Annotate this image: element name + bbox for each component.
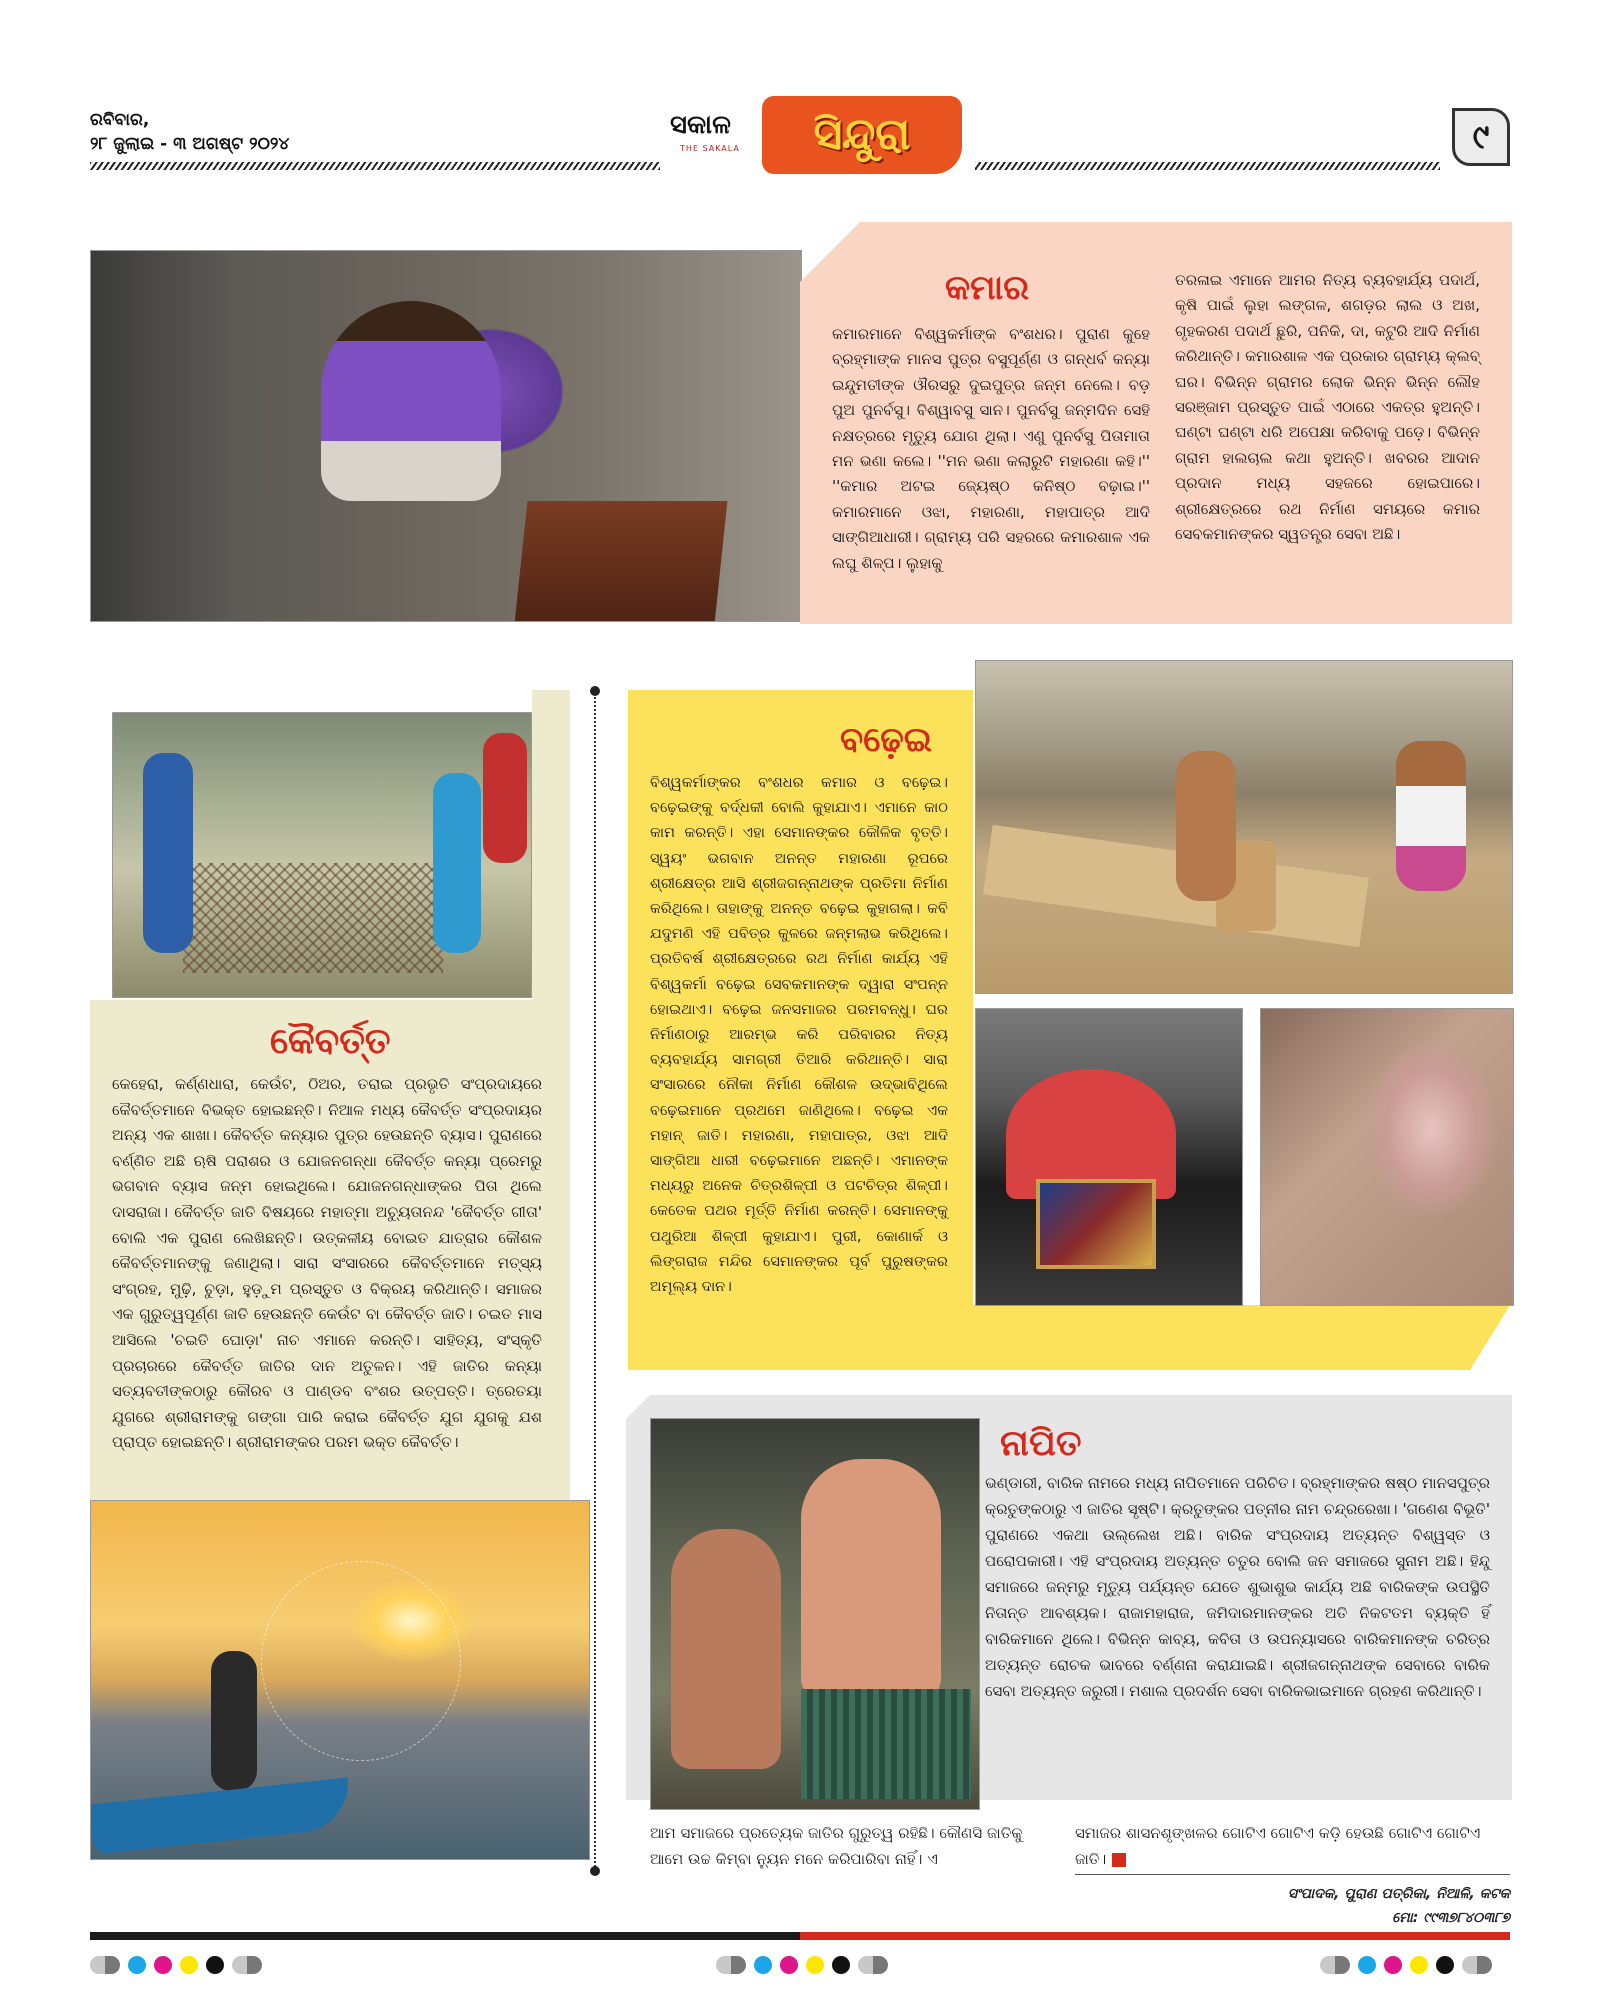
fisherman-silhouette — [211, 1651, 257, 1791]
registration-half-dot — [1320, 1956, 1350, 1974]
pattachitra-painter-photo — [975, 1008, 1243, 1306]
brand-sakala-logo: ସକାଳ — [670, 110, 731, 140]
fisherman-figure — [433, 773, 481, 953]
magenta-dot — [780, 1956, 798, 1974]
registration-marks-right — [1320, 1956, 1492, 1974]
barber-photo — [650, 1418, 980, 1810]
pattachitra-painting — [1036, 1179, 1156, 1269]
issue-date-range: ୨୮ ଜୁଲାଇ - ୩ ଅଗଷ୍ଟ ୨୦୨୪ — [90, 134, 290, 154]
bottom-rule — [90, 1932, 1510, 1940]
byline-role: ସଂପାଦକ, ପୁରାଣ ପତ୍ରିକା, ନିଆଳି, କଟକ — [1287, 1886, 1510, 1902]
conclusion-col2: ସମାଜର ଶାସନଶୃଙ୍ଖଳର ଗୋଟିଏ ଗୋଟିଏ କଡ଼ି ହେଉଛି ଗୋଟିଏ ଗୋଟିଏ ଜାତି। — [1075, 1824, 1481, 1868]
registration-half-dot — [232, 1956, 262, 1974]
column-divider — [594, 690, 596, 1870]
issue-day: ରବିବାର, — [90, 110, 150, 130]
fishing-net-photo — [112, 712, 532, 998]
yellow-dot — [1410, 1956, 1428, 1974]
byline — [1075, 1882, 1510, 1930]
stone-carving-photo — [1260, 1008, 1514, 1306]
kamar-body-col2: ତରଳାଇ ଏମାନେ ଆମର ନିତ୍ୟ ବ୍ୟବହାର୍ଯ୍ୟ ପଦାର୍ଥ, କୃଷି ପାଇଁ ଲୁହା ଲଙ୍ଗଳ, ଶଗଡ଼ର ଲାଲ ଓ ଅଖ, ଗୃହକରଣ ପଦାର୍ଥ ଛୁରି, ପନିକି, ଦା, କଟୁରି ଆଦି ନିର୍ମାଣ କରିଥାନ୍ତି। କମାରଶାଳ ଏକ ପ୍ରକାର ଗ୍ରାମ୍ୟ କ୍ଲବ୍ ଘର। ବିଭିନ୍ନ ଗ୍ରାମର ଲୋକ ଭିନ୍ନ ଭିନ୍ନ ଲୌହ ସରଞ୍ଜାମ ପ୍ରସ୍ତୁତ ପାଇଁ ଏଠାରେ ଏକତ୍ର ହୁଅନ୍ତି। ଘଣ୍ଟା ଘଣ୍ଟା ଧରି ଅପେକ୍ଷା କରିବାକୁ ପଡ଼େ। ବିଭିନ୍ନ ଗ୍ରାମ ହାଲଚାଲ କଥା ହୁଅନ୍ତି। ଖବରର ଆଦାନ ପ୍ରଦାନ ମଧ୍ୟ ସହଜରେ ହୋଇପାରେ। ଶ୍ରୀକ୍ଷେତ୍ରରେ ରଥ ନିର୍ମାଣ ସମୟରେ କମାର ସେବକମାନଙ୍କର ସ୍ୱତନ୍ତ୍ର ସେବା ଅଛି। — [1175, 271, 1480, 544]
registration-half-dot — [1462, 1956, 1492, 1974]
badhei-title: ବଢ଼େଇ — [840, 720, 933, 760]
yellow-dot — [806, 1956, 824, 1974]
carpenters-photo — [975, 660, 1513, 994]
kamar-body-col1: କମାରମାନେ ବିଶ୍ୱକର୍ମାଙ୍କ ବଂଶଧର। ପୁରାଣ କୁହେ ବ୍ରହ୍ମାଙ୍କ ମାନସ ପୁତ୍ର ବସୁପୂର୍ଣ୍ଣ ଓ ଗନ୍ଧର୍ବ କନ୍ୟା ଇନ୍ଦୁମତୀଙ୍କ ଔରସରୁ ଦୁଇପୁତ୍ର ଜନ୍ମ ନେଲେ। ବଡ଼ ପୁଅ ପୁନର୍ବସୁ। ବିଶ୍ୱାବସୁ ସାନ। ପୁନର୍ବସୁ ଜନ୍ମଦିନ ସେହି ନକ୍ଷତ୍ରରେ ମୃତ୍ୟୁ ଯୋଗ ଥିଲା। ଏଣୁ ପୁନର୍ବସୁ ପିତାମାତା ମନ ଭଣା କଲେ। ''ମନ ଭଣା କଲାରୁଟି ମହାରଣା କହି।'' ''କମାର ଅଟଇ ଜ୍ୟେଷ୍ଠ କନିଷ୍ଠ ବଢ଼ାଇ।'' କମାରମାନେ ଓଝା, ମହାରଣା, ମହାପାତ୍ର ଆଦି ସାଙ୍ଗିଆଧାରୀ। ଗ୍ରାମ୍ୟ ପରି ସହରରେ କମାରଶାଳ ଏକ ଲଘୁ ଶିଳ୍ପ। ଲୁହାକୁ — [832, 325, 1150, 572]
header-rule-right — [975, 162, 1440, 170]
kaibarta-panel-edge — [532, 690, 570, 1002]
magenta-dot — [1384, 1956, 1402, 1974]
registration-marks-center — [716, 1956, 888, 1974]
boat — [90, 1778, 353, 1855]
black-dot — [206, 1956, 224, 1974]
black-dot — [832, 1956, 850, 1974]
registration-half-dot — [858, 1956, 888, 1974]
cyan-dot — [754, 1956, 772, 1974]
registration-half-dot — [90, 1956, 120, 1974]
supplement-logo: ସିନ୍ଦୁରା — [762, 96, 962, 174]
brand-sakala-tagline: THE SAKALA — [680, 144, 740, 153]
sunset-fisherman-photo — [90, 1500, 590, 1860]
magenta-dot — [154, 1956, 172, 1974]
conclusion-col1: ଆମ ସମାଜରେ ପ୍ରତ୍ୟେକ ଜାତିର ଗୁରୁତ୍ୱ ରହିଛି। କୌଣସି ଜାତିକୁ ଆମେ ଉଚ୍ଚ କିମ୍ବା ନ୍ୟୁନ ମନେ କରିପାରିବା ନାହିଁ। ଏ — [650, 1824, 1023, 1868]
registration-marks-left — [90, 1956, 262, 1974]
masthead — [670, 96, 970, 178]
cyan-dot — [128, 1956, 146, 1974]
conclusion-col2-wrap — [1075, 1820, 1505, 1872]
issue-date — [90, 108, 289, 156]
badhei-body: ବିଶ୍ୱକର୍ମାଙ୍କର ବଂଶଧର କମାର ଓ ବଢ଼େଇ। ବଢ଼େଇଙ୍କୁ ବର୍ଦ୍ଧକୀ ବୋଲି କୁହାଯାଏ। ଏମାନେ କାଠ କାମ କରନ୍ତି। ଏହା ସେମାନଙ୍କର କୌଳିକ ବୃତ୍ତି। ସ୍ୱୟଂ ଭଗବାନ ଅନନ୍ତ ମହାରଣା ରୂପରେ ଶ୍ରୀକ୍ଷେତ୍ର ଆସି ଶ୍ରୀଜଗନ୍ନାଥଙ୍କ ପ୍ରତିମା ନିର୍ମାଣ କରିଥିଲେ। ତାହାଙ୍କୁ ଅନନ୍ତ ବଢ଼େଇ କୁହାଗଲା। କବି ଯଦୁମଣି ଏହି ପବିତ୍ର କୁଳରେ ଜନ୍ମଲାଭ କରିଥିଲେ। ପ୍ରତିବର୍ଷ ଶ୍ରୀକ୍ଷେତ୍ରରେ ରଥ ନିର୍ମାଣ କାର୍ଯ୍ୟ ଏହି ବିଶ୍ୱକର୍ମା ବଢ଼େଇ ସେବକମାନଙ୍କ ଦ୍ୱାରା ସଂପନ୍ନ ହୋଇଥାଏ। ବଢ଼େଇ ଜନସମାଜର ପରମବନ୍ଧୁ। ଘର ନିର୍ମାଣଠାରୁ ଆରମ୍ଭ କରି ପରିବାରର ନିତ୍ୟ ବ୍ୟବହାର୍ଯ୍ୟ ସାମଗ୍ରୀ ତିଆରି କରିଥାନ୍ତି। ସାରା ସଂସାରରେ ନୌକା ନିର୍ମାଣ କୌଶଳ ଉଦ୍ଭାବିଥିଲେ ବଢ଼େଇମାନେ ପ୍ରଥମେ ଜାଣିଥିଲେ। ବଢ଼େଇ ଏକ ମହାନ୍ ଜାତି। ମହାରଣା, ମହାପାତ୍ର, ଓଝା ଆଦି ସାଙ୍ଗିଆ ଧାରୀ ବଢ଼େଇମାନେ ଅଛନ୍ତି। ଏମାନଙ୍କ ମଧ୍ୟରୁ ଅନେକ ଚିତ୍ରଶିଳ୍ପୀ ଓ ପଟଚିତ୍ର ଶିଳ୍ପୀ। କେତେକ ପଥର ମୂର୍ତ୍ତି ନିର୍ମାଣ କରନ୍ତି। ସେମାନଙ୍କୁ ପଥୁରିଆ ଶିଳ୍ପୀ କୁହାଯାଏ। ପୁରୀ, କୋଣାର୍କ ଓ ଲିଙ୍ଗରାଜ ମନ୍ଦିର ସେମାନଙ୍କର ପୂର୍ବ ପୁରୁଷଙ୍କର ଅମୂଲ୍ୟ ଦାନ। — [650, 774, 948, 1296]
end-mark-icon — [1112, 1853, 1126, 1867]
carpenter-figure — [1396, 741, 1466, 891]
kaibarta-title: କୈବର୍ତ୍ତ — [270, 1020, 391, 1062]
byline-phone: ମୋ: ୯୯୩୭୮୪୦୩୮୭ — [1392, 1910, 1510, 1926]
fisherman-figure — [483, 733, 527, 863]
cyan-dot — [1358, 1956, 1376, 1974]
blacksmith-photo — [90, 250, 802, 622]
kaibarta-body: କେହେରା, କର୍ଣ୍ଣଧାରା, କେଉଁଟ, ଠିଅର, ତରାଇ ପ୍ରଭୃତି ସଂପ୍ରଦାୟରେ କୈବର୍ତ୍ତମାନେ ବିଭକ୍ତ ହୋଇଛନ୍ତି। ନିଆଳ ମଧ୍ୟ କୈବର୍ତ୍ତ ସଂପ୍ରଦାୟର ଅନ୍ୟ ଏକ ଶାଖା। କୈବର୍ତ୍ତ କନ୍ୟାର ପୁତ୍ର ହେଉଛନ୍ତି ବ୍ୟାସ। ପୁରାଣରେ ବର୍ଣ୍ଣିତ ଅଛି ଋଷି ପରାଶର ଓ ଯୋଜନଗନ୍ଧା କୈବର୍ତ୍ତ କନ୍ୟା ପ୍ରେମରୁ ଭଗବାନ ବ୍ୟାସ ଜନ୍ମ ହୋଇଥିଲେ। ଯୋଜନଗନ୍ଧାଙ୍କର ପିତା ଥିଲେ ଦାସରାଜା। କୈବର୍ତ୍ତ ଜାତି ବିଷୟରେ ମହାତ୍ମା ଅଚ୍ୟୁତାନନ୍ଦ 'କୈବର୍ତ୍ତ ଗୀତା' ବୋଲି ଏକ ପୁରାଣ ଲେଖିଛନ୍ତି। ଉତ୍କଳୀୟ ବୋଇତ ଯାତ୍ରାର କୌଶଳ କୈବର୍ତ୍ତମାନଙ୍କୁ ଜଣାଥିଲା। ସାରା ସଂସାରରେ କୈବର୍ତ୍ତମାନେ ମତ୍ସ୍ୟ ସଂଗ୍ରହ, ମୁଢ଼ି, ଚୁଡ଼ା, ହୁଡ଼ୁମ ପ୍ରସ୍ତୁତ ଓ ବିକ୍ରୟ କରିଥାନ୍ତି। ସମାଜର ଏକ ଗୁରୁତ୍ୱପୂର୍ଣ୍ଣ ଜାତି ହେଉଛନ୍ତି କେଉଁଟ ବା କୈବର୍ତ୍ତ ଜାତି। ଚଇତ ମାସ ଆସିଲେ 'ଚଇତି ଘୋଡ଼ା' ନାଚ ଏମାନେ କରନ୍ତି। ସାହିତ୍ୟ, ସଂସ୍କୃତି ପ୍ରଚାରରେ କୈବର୍ତ୍ତ ଜାତିର ଦାନ ଅତୁଳନ। ଏହି ଜାତିର କନ୍ୟା ସତ୍ୟବତୀଙ୍କଠାରୁ କୌରବ ଓ ପାଣ୍ଡବ ବଂଶର ଉତ୍ପତ୍ତି। ତ୍ରେତୟା ଯୁଗରେ ଶ୍ରୀରାମଙ୍କୁ ଗଙ୍ଗା ପାରି କରାଇ କୈବର୍ତ୍ତ ଯୁଗ ଯୁଗକୁ ଯଶ ପ୍ରାପ୍ତ ହୋଇଛନ୍ତି। ଶ୍ରୀରାମଙ୍କର ପରମ ଭକ୍ତ କୈବର୍ତ୍ତ। — [112, 1075, 542, 1452]
registration-half-dot — [716, 1956, 746, 1974]
yellow-dot — [180, 1956, 198, 1974]
divider-dot-top — [590, 686, 600, 696]
customer-figure — [671, 1529, 781, 1769]
napita-title: ନାପିତ — [1000, 1422, 1082, 1464]
carpenter-figure — [1176, 751, 1236, 901]
blacksmith-figure — [321, 301, 501, 501]
kamar-title: କମାର — [945, 268, 1030, 308]
checked-lungi — [801, 1689, 971, 1799]
fisherman-figure — [143, 753, 193, 953]
cast-net — [261, 1561, 461, 1761]
fishing-net — [183, 863, 443, 973]
page-number: ୯ — [1452, 108, 1510, 166]
napita-body: ଭଣ୍ଡାରୀ, ବାରିକ ନାମରେ ମଧ୍ୟ ନାପିତମାନେ ପରିଚିତ। ବ୍ରହ୍ମାଙ୍କର ଷଷ୍ଠ ମାନସପୁତ୍ର କ୍ରତୁଙ୍କଠାରୁ ଏ ଜାତିର ସୃଷ୍ଟି। କ୍ରତୁଙ୍କର ପତ୍ନୀର ନାମ ଚନ୍ଦ୍ରରେଖା। 'ଗଣେଶ ବିଭୂତି' ପୁରାଣରେ ଏକଥା ଉଲ୍ଲେଖ ଅଛି। ବାରିକ ସଂପ୍ରଦାୟ ଅତ୍ୟନ୍ତ ବିଶ୍ୱସ୍ତ ଓ ପରୋପକାରୀ। ଏହି ସଂପ୍ରଦାୟ ଅତ୍ୟନ୍ତ ଚତୁର ବୋଲି ଜନ ସମାଜରେ ସୁନାମ ଅଛି। ହିନ୍ଦୁ ସମାଜରେ ଜନ୍ମରୁ ମୃତ୍ୟୁ ପର୍ଯ୍ୟନ୍ତ ଯେତେ ଶୁଭାଶୁଭ କାର୍ଯ୍ୟ ଅଛି ବାରିକଙ୍କ ଉପସ୍ଥିତି ନିତାନ୍ତ ଆବଶ୍ୟକ। ରାଜାମହାରାଜ, ଜମିଦାରମାନଙ୍କର ଅତି ନିକଟତମ ବ୍ୟକ୍ତି ହିଁ ବାରିକମାନେ ଥିଲେ। ବିଭିନ୍ନ କାବ୍ୟ, କବିତା ଓ ଉପନ୍ୟାସରେ ବାରିକମାନଙ୍କ ଚରିତ୍ର ଅତ୍ୟନ୍ତ ରୋଚକ ଭାବରେ ବର୍ଣ୍ଣନା କରାଯାଇଛି। ଶ୍ରୀଜଗନ୍ନାଥଙ୍କ ସେବାରେ ବାରିକ ସେବା ଅତ୍ୟନ୍ତ ଜରୁରୀ। ମଶାଲ ପ୍ରଦର୍ଶନ ସେବା ବାରିକଭାଇମାନେ ଗ୍ରହଣ କରିଥାନ୍ତି। — [985, 1474, 1490, 1700]
barber-figure — [801, 1459, 941, 1699]
divider-dot-bottom — [590, 1866, 600, 1876]
badhei-panel-bottom — [628, 1305, 1510, 1370]
header-rule-left — [90, 162, 660, 170]
byline-rule — [1075, 1874, 1510, 1875]
black-dot — [1436, 1956, 1454, 1974]
forge-furnace — [515, 501, 728, 622]
